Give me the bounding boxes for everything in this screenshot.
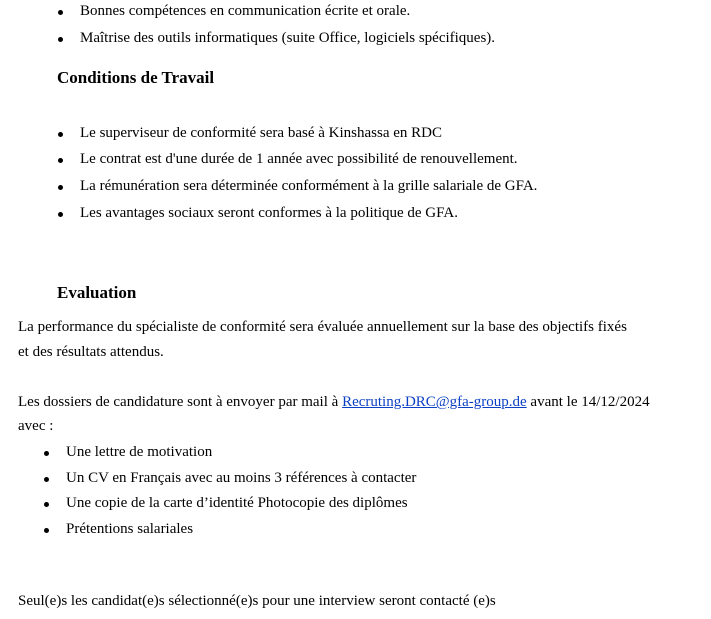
application-text-line1 bbox=[18, 394, 650, 411]
conditions-item: Les avantages sociaux seront conformes à la politique de GFA. bbox=[80, 205, 458, 221]
bullet-icon bbox=[44, 451, 49, 456]
application-item: Un CV en Français avec au moins 3 références à contacter bbox=[66, 470, 417, 486]
application-item: Une copie de la carte d’identité Photocopie des diplômes bbox=[66, 495, 408, 511]
email-link[interactable]: Recruting.DRC@gfa-group.de bbox=[342, 394, 527, 410]
application-text-line2: avec : bbox=[18, 418, 54, 434]
bullet-icon bbox=[58, 185, 63, 190]
evaluation-text-line2: et des résultats attendus. bbox=[18, 344, 164, 360]
evaluation-text-line1: La performance du spécialiste de conformité sera évaluée annuellement sur la base des objectifs fixés bbox=[18, 319, 627, 335]
application-suffix: avant le 14/12/2024 bbox=[526, 394, 650, 410]
skills-item: Maîtrise des outils informatiques (suite Office, logiciels spécifiques). bbox=[80, 30, 496, 46]
application-item: Une lettre de motivation bbox=[66, 444, 213, 460]
footer-note: Seul(e)s les candidat(e)s sélectionné(e)s pour une interview seront contacté (e)s bbox=[18, 593, 496, 609]
application-prefix: Les dossiers de candidature sont à envoyer par mail à bbox=[18, 394, 343, 410]
bullet-icon bbox=[44, 528, 49, 533]
conditions-heading: Conditions de Travail bbox=[57, 68, 215, 87]
application-item: Prétentions salariales bbox=[66, 521, 194, 537]
conditions-item: Le contrat est d'une durée de 1 année avec possibilité de renouvellement. bbox=[80, 151, 518, 167]
bullet-icon bbox=[58, 10, 63, 15]
bullet-icon bbox=[44, 477, 49, 482]
bullet-icon bbox=[58, 158, 63, 163]
evaluation-heading: Evaluation bbox=[57, 283, 137, 302]
bullet-icon bbox=[58, 212, 63, 217]
conditions-item: La rémunération sera déterminée conformément à la grille salariale de GFA. bbox=[80, 178, 538, 194]
bullet-icon bbox=[58, 37, 63, 42]
conditions-item: Le superviseur de conformité sera basé à Kinshassa en RDC bbox=[80, 125, 442, 141]
bullet-icon bbox=[58, 132, 63, 137]
skills-item: Bonnes compétences en communication écrite et orale. bbox=[80, 3, 411, 19]
bullet-icon bbox=[44, 502, 49, 507]
